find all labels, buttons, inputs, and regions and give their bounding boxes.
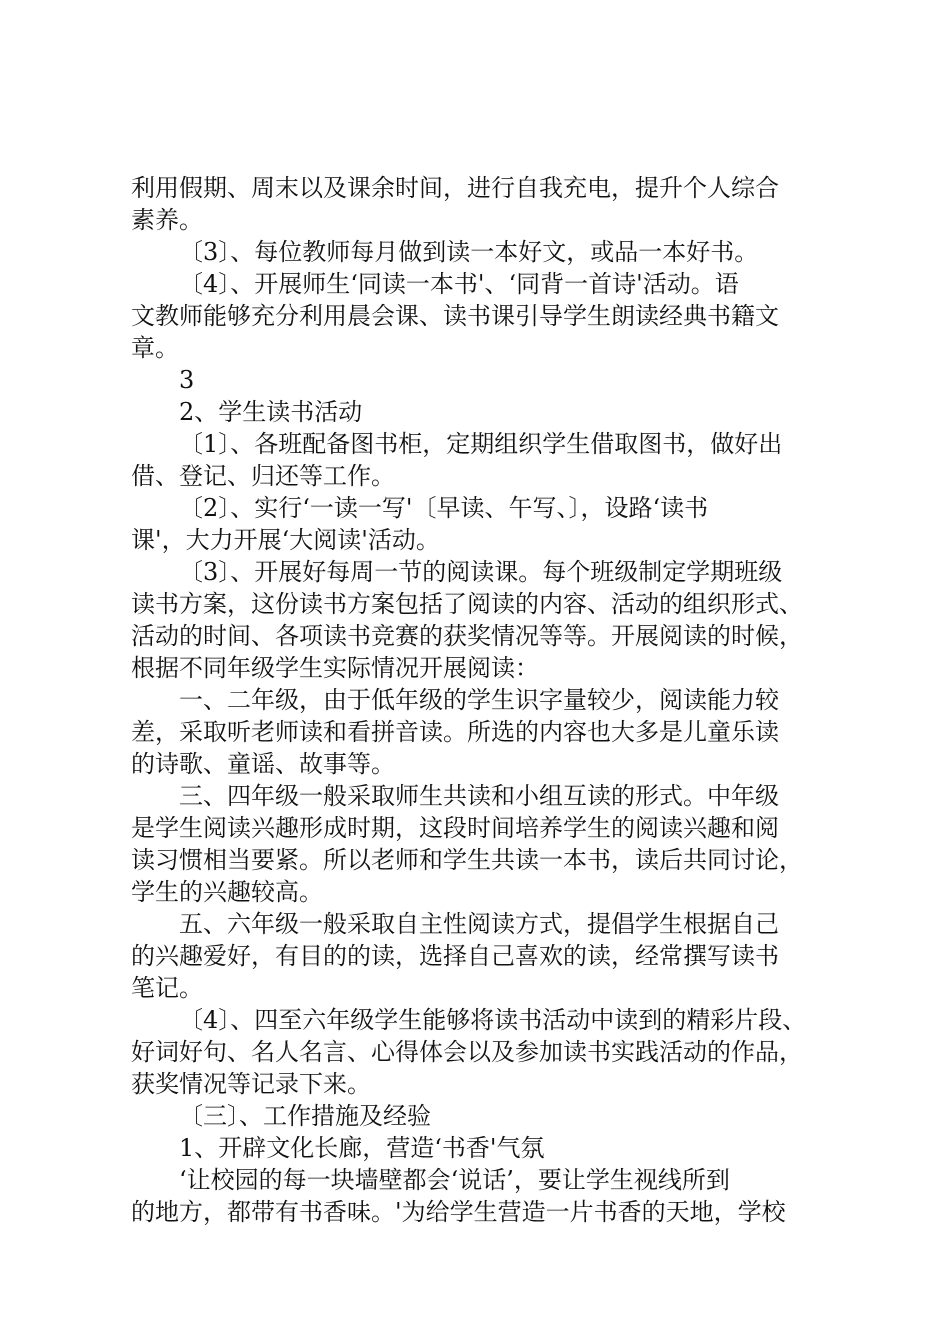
text-line: 获奖情况等记录下来。: [131, 1070, 371, 1098]
text-line: 〔4〕、开展师生‘同读一本书'、‘同背一首诗'活动。语: [179, 270, 739, 298]
text-line: 3: [179, 366, 195, 394]
text-line: 〔3〕、开展好每周一节的阅读课。每个班级制定学期班级: [179, 558, 783, 586]
text-line: 好词好句、名人名言、心得体会以及参加读书实践活动的作品，: [131, 1038, 803, 1066]
text-line: 的诗歌、童谣、故事等。: [131, 750, 395, 778]
text-line: 〔2〕、实行‘一读一写'〔早读、午写、〕，设路‘读书: [179, 494, 709, 522]
text-line: 是学生阅读兴趣形成时期，这段时间培养学生的阅读兴趣和阅: [131, 814, 779, 842]
text-line: 根据不同年级学生实际情况开展阅读：: [131, 654, 539, 682]
text-line: ‘让校园的每一块墙壁都会‘说话’，要让学生视线所到: [179, 1166, 730, 1194]
text-line: 利用假期、周末以及课余时间，进行自我充电，提升个人综合: [131, 174, 779, 202]
text-line: 〔三〕、工作措施及经验: [179, 1102, 431, 1130]
paragraph: [131, 428, 831, 492]
text-line: 1、开辟文化长廊，营造‘书香'气氛: [179, 1134, 545, 1162]
text-line: 课'，大力开展‘大阅读'活动。: [131, 526, 440, 554]
text-line: 读习惯相当要紧。所以老师和学生共读一本书，读后共同讨论，: [131, 846, 803, 874]
paragraph: [131, 1164, 831, 1228]
paragraph: [131, 684, 831, 780]
text-line: 素养。: [131, 206, 203, 234]
paragraph: [131, 268, 831, 364]
text-line: 〔1〕、各班配备图书柜，定期组织学生借取图书，做好出: [179, 430, 783, 458]
text-line: 读书方案，这份读书方案包括了阅读的内容、活动的组织形式、: [131, 590, 803, 618]
text-line: 活动的时间、各项读书竞赛的获奖情况等等。开展阅读的时候，: [131, 622, 803, 650]
paragraph: [131, 908, 831, 1004]
text-line: 一、二年级，由于低年级的学生识字量较少，阅读能力较: [179, 686, 779, 714]
text-line: 笔记。: [131, 974, 203, 1002]
text-line: 的兴趣爱好，有目的的读，选择自己喜欢的读，经常撰写读书: [131, 942, 779, 970]
text-line: 借、登记、归还等工作。: [131, 462, 395, 490]
paragraph: [131, 492, 831, 556]
text-line: 三、四年级一般采取师生共读和小组互读的形式。中年级: [179, 782, 779, 810]
document-body: [131, 172, 831, 1228]
paragraph: [131, 556, 831, 684]
text-line: 〔3〕、每位教师每月做到读一本好文，或品一本好书。: [179, 238, 759, 266]
text-line: 学生的兴趣较高。: [131, 878, 323, 906]
text-line: 五、六年级一般采取自主性阅读方式，提倡学生根据自己: [179, 910, 779, 938]
text-line: 文教师能够充分利用晨会课、读书课引导学生朗读经典书籍文: [131, 302, 779, 330]
paragraph: [131, 396, 831, 428]
text-line: 的地方，都带有书香味。'为给学生营造一片书香的天地，学校: [131, 1198, 786, 1226]
paragraph: [131, 364, 831, 396]
paragraph: [131, 236, 831, 268]
paragraph: [131, 1004, 831, 1100]
text-line: 〔4〕、四至六年级学生能够将读书活动中读到的精彩片段、: [179, 1006, 807, 1034]
paragraph: [131, 780, 831, 908]
paragraph: [131, 1132, 831, 1164]
text-line: 2、学生读书活动: [179, 398, 363, 426]
paragraph: [131, 1100, 831, 1132]
text-line: 章。: [131, 334, 179, 362]
paragraph: [131, 172, 831, 236]
text-line: 差，采取听老师读和看拼音读。所选的内容也大多是儿童乐读: [131, 718, 779, 746]
